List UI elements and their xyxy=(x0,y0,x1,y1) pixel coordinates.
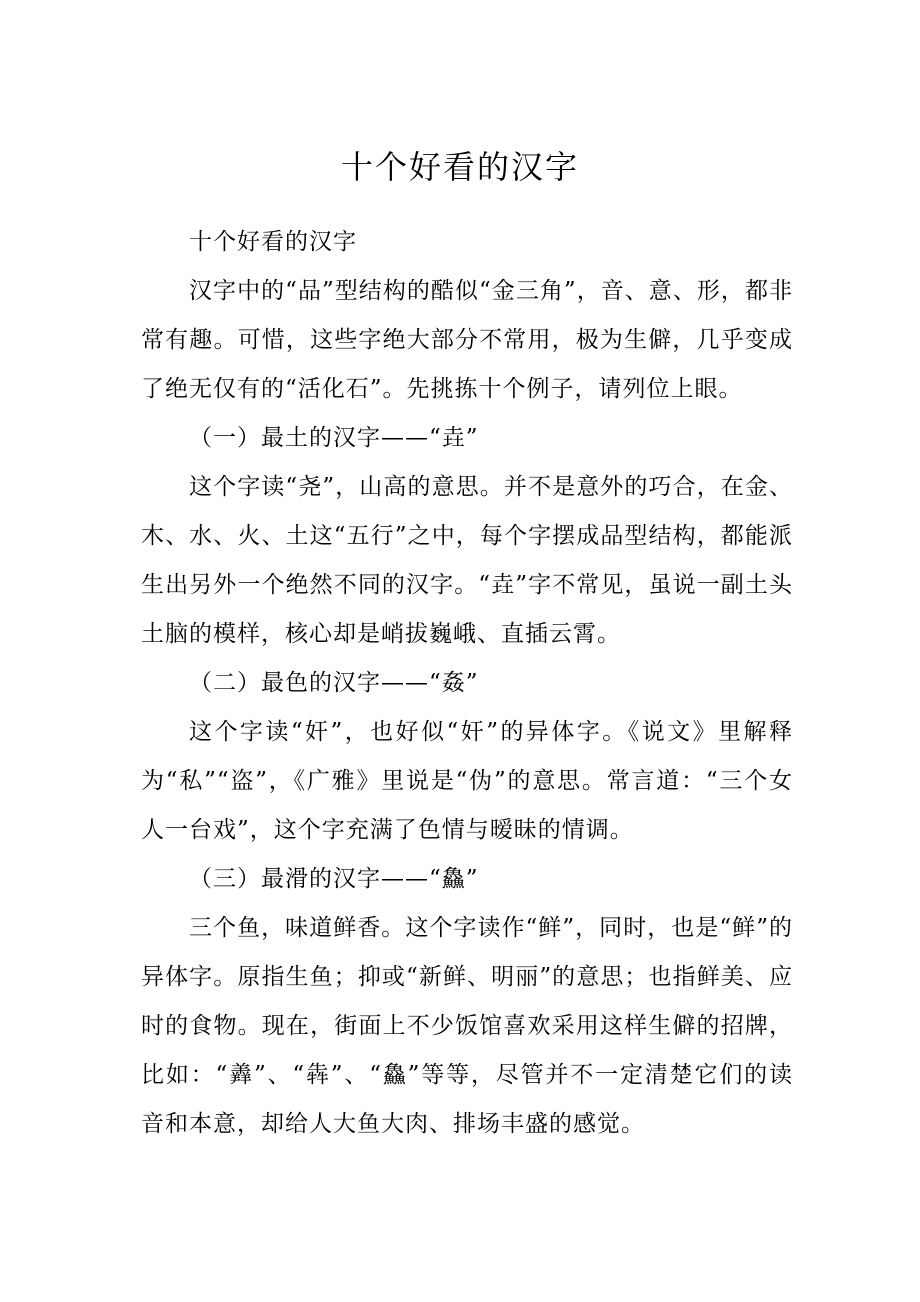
intro-paragraph: 汉字中的“品”型结构的酷似“金三角”，音、意、形，都非常有趣。可惜，这些字绝大部分不常用，极为生僻，几乎变成了绝无仅有的“活化石”。先挑拣十个例子，请列位上眼。 xyxy=(141,278,793,402)
subtitle-line: 十个好看的汉字 xyxy=(189,229,357,255)
section-heading-3: （三）最滑的汉字——“鱻” xyxy=(189,866,479,892)
section-heading-2: （二）最色的汉字——“姦” xyxy=(189,670,479,696)
section-paragraph-1: 这个字读“尧”，山高的意思。并不是意外的巧合，在金、木、水、火、土这“五行”之中，每个字摆成品型结构，都能派生出另外一个绝然不同的汉字。“垚”字不常见，虽说一副土头土脑的模样，核心却是峭拔巍峨、直插云霄。 xyxy=(141,474,793,647)
document-title: 十个好看的汉字 xyxy=(340,148,579,186)
section-paragraph-2: 这个字读“奸”，也好似“奸”的异体字。《说文》里解释为“私”“盗”，《广雅》里说是“伪”的意思。常言道：“三个女人一台戏”，这个字充满了色情与暧昧的情调。 xyxy=(141,719,793,843)
document-body xyxy=(141,218,793,1149)
section-paragraph-3: 三个鱼，味道鲜香。这个字读作“鲜”，同时，也是“鲜”的异体字。原指生鱼；抑或“新鲜、明丽”的意思；也指鲜美、应时的食物。现在，街面上不少饭馆喜欢采用这样生僻的招牌，比如：“羴”、“犇”、“鱻”等等，尽管并不一定清楚它们的读音和本意，却给人大鱼大肉、排场丰盛的感觉。 xyxy=(141,915,793,1137)
section-heading-1: （一）最土的汉字——“垚” xyxy=(189,425,479,451)
